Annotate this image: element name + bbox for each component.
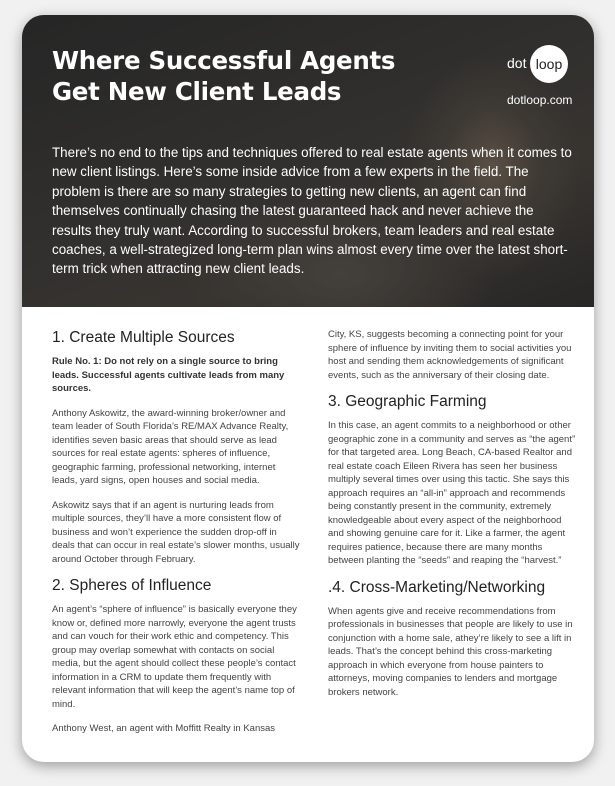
header-hero [22, 15, 594, 307]
logo-circle: loop [530, 45, 568, 83]
section-2-paragraph-2: Anthony West, an agent with Moffitt Realty in Kansas [52, 723, 276, 734]
section-4-paragraph-1: When agents give and receive recommendations from professionals in businesses that people are likely to use in conjunction with a home sale, athey’re likely to see a lift in leads. That’s the concept behind this cross-marketing approach in which everyone from house painters to attorneys, moving companies to lenders and mortgage brokers network. [328, 605, 573, 698]
title-line-1: Where Successful Agents [52, 46, 396, 75]
flyer-page [22, 15, 594, 762]
section-1-paragraph-1: Anthony Askowitz, the award-winning broker/owner and team leader of South Florida’s RE/MAX Advance Realty, identifies seven basic areas that should serve as lead sources for real estate agents: spheres of influence, geographic farming, professional networking, internet leads, yard signs, open houses and social media. [52, 407, 289, 486]
section-2-paragraph-1: An agent’s “sphere of influence” is basically everyone they know or, defined more narrowly, everyone the agent trusts and can vouch for their work ethic and competency. This group may overlap somewhat with contacts on social media, but the agent should collect these people’s contact information in a CRM to update them frequently with relevant information that will keep the agent’s name top of mind. [52, 604, 297, 710]
page-title [52, 45, 395, 107]
logo-text-dot: dot [507, 55, 527, 71]
intro-paragraph: There’s no end to the tips and techniques offered to real estate agents when it comes to new client listings. Here’s some inside advice from a few experts in the field. The problem is there are so many strategies to getting new clients, an agent can find themselves continually chasing the latest guaranteed hack and never achieve the results they truly want. According to successful brokers, team leaders and real estate coaches, a well-strategized long-term plan wins almost every time over the latest short-term trick when attracting new client leads. [52, 145, 572, 277]
section-4-heading: .4. Cross-Marketing/Networking [328, 578, 546, 596]
section-2-paragraph-3: City, KS, suggests becoming a connecting point for your sphere of influence by inviting them to social activities you host and sending them acknowledgements of significant events, such as the anniversary of their closing date. [328, 329, 572, 381]
dotloop-logo [507, 45, 594, 115]
section-2-heading: 2. Spheres of Influence [52, 577, 212, 594]
section-3-heading: 3. Geographic Farming [328, 393, 487, 410]
section-1-paragraph-2: Askowitz says that if an agent is nurturing leads from multiple sources, they’ll have a more consistent flow of business and won’t experience the sudden drop-off in deals that can occur in real estate’s slower months, usually around October through February. [52, 499, 300, 565]
left-column [52, 329, 302, 747]
logo-url: dotloop.com [507, 93, 573, 107]
section-3-paragraph-1: In this case, an agent commits to a neighborhood or other geographic zone in a community and serves as “the agent” for that targeted area. Long Beach, CA-based Realtor and real estate coach Eileen Rivera has seen her business multiply several times over using this tactic. She says this approach requires an “all-in” approach and recommends being constantly present in the community, extremely knowledgeable about every aspect of the neighborhood and showing genuine care for it. Like a farmer, the agent requires patience, because there are many months between planting the “seeds” and reaping the “harvest.” [328, 420, 576, 566]
section-1-heading: 1. Create Multiple Sources [52, 329, 235, 346]
title-line-2: Get New Client Leads [52, 77, 342, 106]
section-1-rule: Rule No. 1: Do not rely on a single source to bring leads. Successful agents cultivate leads from many sources. [52, 356, 285, 394]
right-column [328, 328, 578, 710]
